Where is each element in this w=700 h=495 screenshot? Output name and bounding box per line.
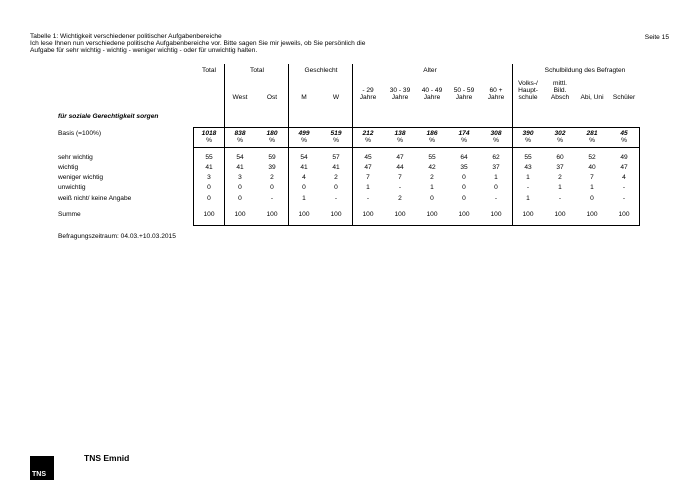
summe-value: 100 [586,211,598,218]
percent-unit: % [621,137,627,144]
question-line-1: Ich lese Ihnen nun verschiedene politische Aufgabenbereiche vor. Bitte sagen Sie mir jeweils, ob Sie persönlich die [30,39,366,47]
column-header: schule [518,94,538,101]
table-top-border [193,127,640,128]
cell-value: 1 [302,195,306,202]
summe-value: 100 [490,211,502,218]
cell-value: - [526,184,530,191]
question-line-2: Aufgabe für sehr wichtig - wichtig - weniger wichtig - oder für unwichtig halten. [30,46,258,54]
cell-value: 41 [332,164,340,171]
cell-value: 49 [620,154,628,161]
basis-value: 281 [586,130,598,137]
divider-after-gender [352,64,353,226]
summe-value: 100 [426,211,438,218]
cell-value: 7 [366,174,370,181]
cell-value: 0 [207,184,211,191]
cell-value: 1 [526,195,530,202]
cell-value: 47 [396,154,404,161]
cell-value: - [398,184,402,191]
cell-value: 0 [430,195,434,202]
column-header: M [301,94,307,101]
cell-value: 1 [430,184,434,191]
summe-value: 100 [618,211,630,218]
cell-value: 0 [494,184,498,191]
cell-value: - [622,195,626,202]
group-total-1: Total [202,67,216,74]
divider-after-total [224,64,225,226]
summe-value: 100 [330,211,342,218]
table-title: Tabelle 1: Wichtigkeit verschiedener politischer Aufgabenbereiche [30,33,222,40]
column-header: Volks-/ [518,80,538,87]
column-header: 30 - 39 [389,87,411,94]
cell-value: 64 [460,154,468,161]
cell-value: 0 [270,184,274,191]
table-left-border [193,127,194,226]
column-header: W [332,94,340,101]
summe-value: 100 [266,211,278,218]
cell-value: 39 [268,164,276,171]
cell-value: 2 [430,174,434,181]
cell-value: 0 [238,195,242,202]
summe-value: 100 [234,211,246,218]
row-label: weiß nicht/ keine Angabe [58,195,132,202]
cell-value: 1 [366,184,370,191]
cell-value: 47 [364,164,372,171]
logo-text: TNS [32,471,46,478]
cell-value: - [622,184,626,191]
cell-value: 43 [524,164,532,171]
percent-unit: % [237,137,243,144]
summe-label: Summe [58,211,81,218]
group-alter: Alter [423,67,437,74]
cell-value: 47 [620,164,628,171]
cell-value: 4 [302,174,306,181]
cell-value: 40 [588,164,596,171]
column-header: Haupt- [518,87,538,94]
column-header: Jahre [487,94,505,101]
cell-value: 52 [588,154,596,161]
column-header: Bild. [553,87,567,94]
basis-value: 302 [554,130,566,137]
percent-unit: % [301,137,307,144]
cell-value: 0 [238,184,242,191]
basis-value: 212 [362,130,374,137]
cell-value: 55 [428,154,436,161]
basis-value: 180 [266,130,278,137]
percent-unit: % [206,137,212,144]
cell-value: 60 [556,154,564,161]
tns-logo [30,456,54,480]
summe-value: 100 [394,211,406,218]
cell-value: - [494,195,498,202]
summe-value: 100 [203,211,215,218]
cell-value: 62 [492,154,500,161]
cell-value: 0 [334,184,338,191]
percent-unit: % [429,137,435,144]
column-header: Jahre [391,94,409,101]
basis-value: 519 [330,130,342,137]
divider-after-age [512,64,513,226]
footnote: Befragungszeitraum: 04.03.+10.03.2015 [58,233,176,240]
column-header: 40 - 49 [421,87,443,94]
column-header: 50 - 59 [453,87,475,94]
basis-value: 308 [490,130,502,137]
basis-value: 838 [234,130,246,137]
column-header: Abi, Uni [580,94,604,101]
summe-value: 100 [362,211,374,218]
column-header: West [232,94,248,101]
cell-value: 2 [398,195,402,202]
divider-after-region [288,64,289,226]
column-header: Jahre [455,94,473,101]
cell-value: 3 [207,174,211,181]
cell-value: 7 [590,174,594,181]
cell-value: 55 [524,154,532,161]
row-label: wichtig [58,164,79,171]
cell-value: 54 [236,154,244,161]
basis-value: 45 [620,130,628,137]
column-header: Ost [266,94,278,101]
cell-value: 55 [205,154,213,161]
column-header: Schüler [612,94,636,101]
cell-value: 0 [462,184,466,191]
percent-unit: % [461,137,467,144]
section-title: für soziale Gerechtigkeit sorgen [58,113,159,120]
column-header: 60 + [489,87,503,94]
percent-unit: % [589,137,595,144]
cell-value: 35 [460,164,468,171]
cell-value: 3 [238,174,242,181]
cell-value: 44 [396,164,404,171]
cell-value: 0 [302,184,306,191]
summe-value: 100 [554,211,566,218]
cell-value: 0 [590,195,594,202]
cell-value: 0 [462,195,466,202]
cell-value: 37 [492,164,500,171]
cell-value: 1 [494,174,498,181]
cell-value: 42 [428,164,436,171]
column-header: Absch [550,94,570,101]
cell-value: 59 [268,154,276,161]
row-label: sehr wichtig [58,154,93,161]
cell-value: 41 [205,164,213,171]
summe-value: 100 [458,211,470,218]
cell-value: 1 [526,174,530,181]
basis-value: 390 [522,130,534,137]
row-label: unwichtig [58,184,86,191]
summe-value: 100 [522,211,534,218]
basis-value: 499 [298,130,310,137]
page-number: Seite 15 [644,34,669,41]
cell-value: - [366,195,370,202]
column-header: - 29 [362,87,374,94]
cell-value: 37 [556,164,564,171]
column-header: Jahre [423,94,441,101]
percent-unit: % [525,137,531,144]
basis-value: 186 [426,130,438,137]
percent-unit: % [269,137,275,144]
basis-value: 138 [394,130,406,137]
cell-value: 7 [398,174,402,181]
summe-value: 100 [298,211,310,218]
cell-value: 54 [300,154,308,161]
brand-name: TNS Emnid [84,453,130,463]
basis-label: Basis (=100%) [58,130,102,137]
cell-value: 41 [300,164,308,171]
cell-value: 2 [334,174,338,181]
percent-unit: % [397,137,403,144]
column-header: Jahre [359,94,377,101]
cell-value: 41 [236,164,244,171]
cell-value: - [270,195,274,202]
cell-value: 1 [558,184,562,191]
cell-value: 45 [364,154,372,161]
cell-value: - [334,195,338,202]
percent-unit: % [557,137,563,144]
column-header: mittl. [553,80,567,87]
cell-value: 2 [558,174,562,181]
table-header [30,34,590,54]
cell-value: 0 [462,174,466,181]
percent-unit: % [365,137,371,144]
cell-value: 1 [590,184,594,191]
percent-unit: % [333,137,339,144]
group-geschlecht: Geschlecht [304,67,338,74]
basis-value: 1018 [201,130,217,137]
group-total-2: Total [250,67,264,74]
group-schulbildung: Schulbildung des Befragten [544,67,626,74]
table-right-border [639,127,640,226]
basis-bottom-border [193,147,640,148]
cell-value: 57 [332,154,340,161]
cell-value: 2 [270,174,274,181]
table-bottom-border [193,225,640,226]
basis-value: 174 [458,130,470,137]
percent-unit: % [493,137,499,144]
row-label: weniger wichtig [58,174,104,181]
cell-value: 0 [207,195,211,202]
cell-value: 4 [622,174,626,181]
cell-value: - [558,195,562,202]
